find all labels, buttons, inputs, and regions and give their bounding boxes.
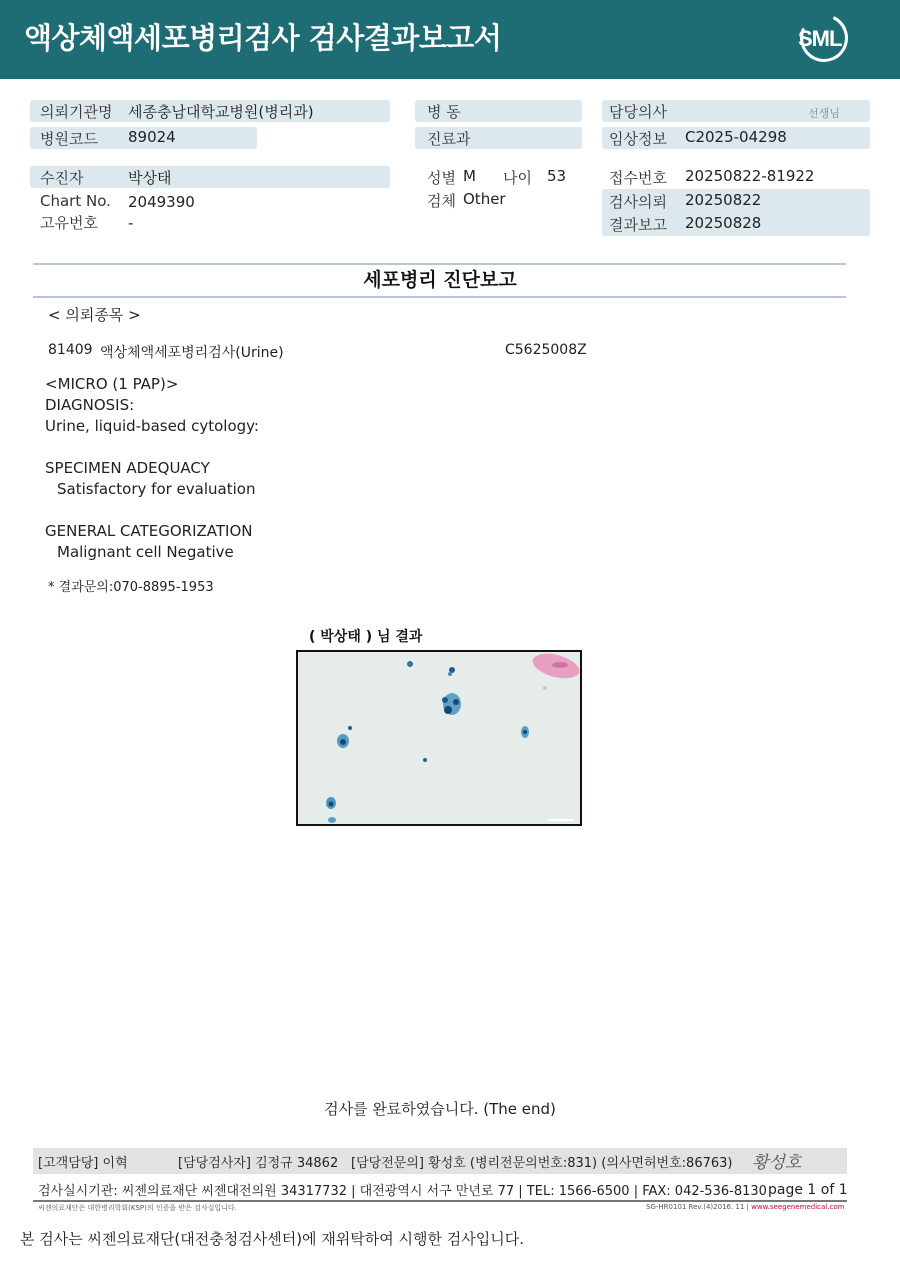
categorization-label: GENERAL CATEGORIZATION bbox=[45, 522, 253, 540]
diagnosis-label: DIAGNOSIS: bbox=[45, 396, 135, 414]
patient-label: 수진자 bbox=[40, 169, 84, 187]
examiner: [담당검사자] 김정규 34862 bbox=[178, 1156, 339, 1171]
institution-label: 의뢰기관명 bbox=[40, 103, 113, 121]
website-link[interactable]: www.seegenemedical.com bbox=[751, 1203, 845, 1211]
footer-rule bbox=[33, 1200, 847, 1202]
report-header bbox=[0, 0, 900, 79]
doctor-suffix: 선생님 bbox=[808, 107, 840, 120]
doctor-label: 담당의사 bbox=[609, 103, 667, 121]
clinical-info-value: C2025-04298 bbox=[685, 128, 787, 146]
form-code-text: SG-HR0101 Rev.(4)2016. 11 | bbox=[646, 1203, 752, 1211]
sml-logo bbox=[796, 12, 854, 66]
footer-staff-bar bbox=[33, 1148, 847, 1174]
accreditation-note: 씨젠의료재단은 대한병리학회(KSP)의 인증을 받은 검사실입니다. bbox=[38, 1204, 237, 1212]
age-value: 53 bbox=[547, 167, 567, 185]
logo-text: SML bbox=[798, 26, 842, 51]
section-bottom-rule bbox=[33, 296, 846, 298]
sex-label: 성별 bbox=[427, 169, 456, 187]
form-code bbox=[646, 1203, 844, 1211]
ward-label: 병 동 bbox=[427, 103, 461, 121]
adequacy-value: Satisfactory for evaluation bbox=[57, 480, 256, 498]
institution-line: 검사실시기관: 씨젠의료재단 씨젠대전의원 34317732 | 대전광역시 서구 만년로 77 | TEL: 1566-6500 | FAX: 042-536-8130 bbox=[38, 1184, 767, 1199]
specimen-label: 검체 bbox=[427, 192, 456, 210]
micro-line: <MICRO (1 PAP)> bbox=[45, 375, 179, 393]
bottom-note: 본 검사는 씨젠의료재단(대전충청검사센터)에 재위탁하여 시행한 검사입니다. bbox=[20, 1230, 524, 1248]
micrograph-image bbox=[298, 652, 580, 824]
cytology-micrograph bbox=[296, 650, 582, 826]
patient-name: 박상태 bbox=[128, 169, 172, 187]
customer-contact: [고객담당] 이혁 bbox=[38, 1156, 128, 1171]
unique-no-value: - bbox=[128, 214, 134, 232]
chart-no-value: 2049390 bbox=[128, 193, 195, 211]
receipt-no-value: 20250822-81922 bbox=[685, 167, 815, 185]
request-date-value: 20250822 bbox=[685, 191, 762, 209]
request-date-label: 검사의뢰 bbox=[609, 193, 667, 211]
hospital-code-label: 병원코드 bbox=[40, 130, 98, 148]
page-number: page 1 of 1 bbox=[768, 1182, 848, 1198]
dept-label: 진료과 bbox=[427, 130, 471, 148]
test-code: 81409 bbox=[48, 342, 93, 358]
unique-no-label: 고유번호 bbox=[40, 214, 98, 232]
receipt-no-label: 접수번호 bbox=[609, 169, 667, 187]
request-items-label: < 의뢰종목 > bbox=[48, 306, 141, 324]
age-label: 나이 bbox=[503, 169, 532, 187]
patient-row-bg bbox=[30, 166, 390, 188]
specimen-value: Other bbox=[463, 190, 506, 208]
categorization-value: Malignant cell Negative bbox=[57, 543, 234, 561]
report-date-value: 20250828 bbox=[685, 214, 762, 232]
hospital-code-value: 89024 bbox=[128, 128, 176, 146]
diagnosis-text: Urine, liquid-based cytology: bbox=[45, 417, 259, 435]
specialist: [담당전문의] 황성호 (병리전문의번호:831) (의사면허번호:86763) bbox=[351, 1156, 733, 1171]
image-caption: ( 박상태 ) 님 결과 bbox=[309, 629, 423, 645]
adequacy-label: SPECIMEN ADEQUACY bbox=[45, 459, 210, 477]
report-title: 액상체액세포병리검사 검사결과보고서 bbox=[24, 21, 502, 55]
clinical-info-label: 임상정보 bbox=[609, 130, 667, 148]
chart-no-label: Chart No. bbox=[40, 192, 111, 210]
signature: 황성호 bbox=[752, 1153, 802, 1173]
test-id: C5625008Z bbox=[505, 342, 587, 358]
section-title: 세포병리 진단보고 bbox=[363, 269, 517, 291]
sex-value: M bbox=[463, 167, 476, 185]
test-name: 액상체액세포병리검사(Urine) bbox=[100, 345, 284, 361]
report-date-label: 결과보고 bbox=[609, 216, 667, 234]
institution-value: 세종충남대학교병원(병리과) bbox=[128, 103, 314, 121]
contact-note: * 결과문의:070-8895-1953 bbox=[48, 580, 214, 595]
end-text: 검사를 완료하였습니다. (The end) bbox=[324, 1100, 556, 1118]
